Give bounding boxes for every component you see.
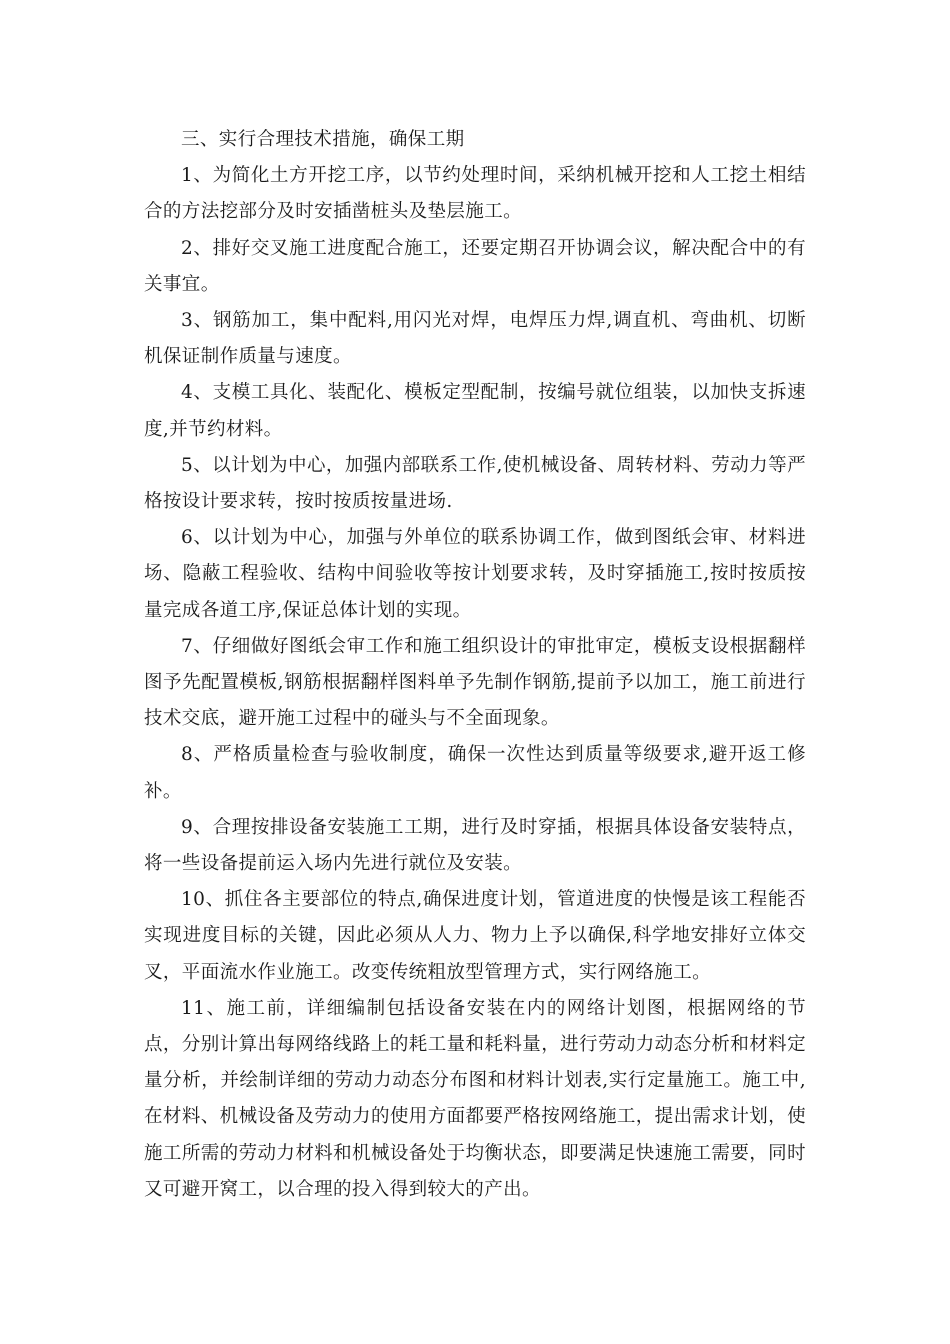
paragraph-1: 1、为简化土方开挖工序，以节约处理时间，采纳机械开挖和人工挖土相结合的方法挖部分及时安插凿桩头及垫层施工。 (144, 165, 806, 223)
document-body (144, 122, 806, 1208)
paragraph-3: 3、钢筋加工，集中配料,用闪光对焊，电焊压力焊,调直机、弯曲机、切断机保证制作质量与速度。 (144, 310, 806, 368)
paragraph-8: 8、严格质量检查与验收制度，确保一次性达到质量等级要求,避开返工修补。 (144, 744, 806, 802)
paragraph-2: 2、排好交叉施工进度配合施工，还要定期召开协调会议，解决配合中的有关事宜。 (144, 237, 806, 295)
paragraph-6: 6、以计划为中心，加强与外单位的联系协调工作，做到图纸会审、材料进场、隐蔽工程验收、结构中间验收等按计划要求转，及时穿插施工,按时按质按量完成各道工序,保证总体计划的实现。 (144, 527, 806, 621)
paragraph-11: 11、施工前，详细编制包括设备安装在内的网络计划图，根据网络的节点，分别计算出每网络线路上的耗工量和耗料量，进行劳动力动态分析和材料定量分析，并绘制详细的劳动力动态分布图和材料计划表,实行定量施工。施工中,在材料、机械设备及劳动力的使用方面都要严格按网络施工，提出需求计划，使施工所需的劳动力材料和机械设备处于均衡状态，即要满足快速施工需要，同时又可避开窝工，以合理的投入得到较大的产出。 (144, 997, 806, 1200)
paragraph-5: 5、以计划为中心，加强内部联系工作,使机械设备、周转材料、劳动力等严格按设计要求转，按时按质按量进场. (144, 454, 806, 513)
paragraph-7: 7、仔细做好图纸会审工作和施工组织设计的审批审定，模板支设根据翻样图予先配置模板,钢筋根据翻样图料单予先制作钢筋,提前予以加工，施工前进行技术交底，避开施工过程中的碰头与不全面现象。 (144, 635, 806, 730)
section-heading: 三、实行合理技术措施，确保工期 (181, 129, 465, 150)
paragraph-9: 9、合理按排设备安装施工工期，进行及时穿插，根据具体设备安装特点，将一些设备提前运入场内先进行就位及安装。 (144, 816, 806, 875)
paragraph-4: 4、支模工具化、装配化、模板定型配制，按编号就位组装，以加快支拆速度,并节约材料。 (144, 382, 806, 440)
paragraph-10: 10、抓住各主要部位的特点,确保进度计划，管道进度的快慢是该工程能否实现进度目标的关键，因此必须从人力、物力上予以确保,科学地安排好立体交叉，平面流水作业施工。改变传统粗放型管理方式，实行网络施工。 (144, 889, 806, 983)
